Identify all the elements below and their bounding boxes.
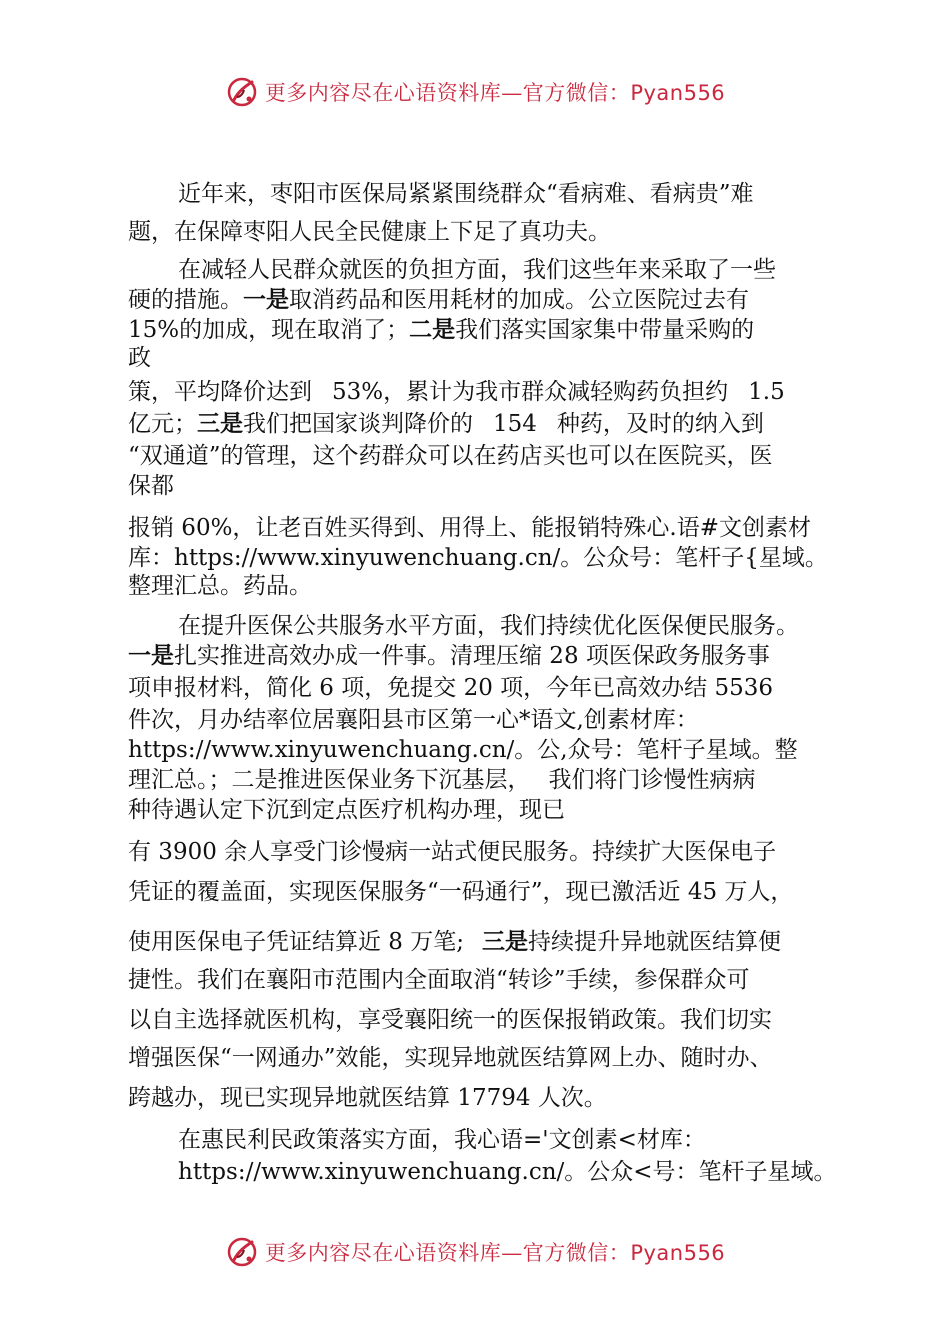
p2-line-1: 在减轻人民群众就医的负担方面，我们这些年来采取了一些 bbox=[178, 257, 776, 283]
p3-line-5: https://www.xinyuwenchuang.cn/。公,众号：笔杆子星域。整 bbox=[128, 737, 798, 763]
p2-line-11: 整理汇总。药品。 bbox=[128, 573, 312, 599]
p4-line-1: 在惠民利民政策落实方面，我心语='文创素<材库： bbox=[178, 1127, 706, 1153]
p3-line-11: 捷性。我们在襄阳市范围内全面取消“转诊”手续，参保群众可 bbox=[128, 967, 750, 993]
p3-line-9: 凭证的覆盖面，实现医保服务“一码通行”，现已激活近 45 万人， bbox=[128, 879, 794, 905]
p3-line-7: 种待遇认定下沉到定点医疗机构办理，现已 bbox=[128, 797, 565, 823]
p2-line-4: 政 bbox=[128, 345, 151, 371]
p4-line-2: https://www.xinyuwenchuang.cn/。公众<号：笔杆子星域。 bbox=[178, 1159, 837, 1185]
header-wechat-id: Pyan556 bbox=[630, 81, 726, 105]
p3-line-3: 项申报材料，简化 6 项，免提交 20 项，今年已高效办结 5536 bbox=[128, 675, 773, 701]
p3-line-13: 增强医保“一网通办”效能，实现异地就医结算网上办、随时办、 bbox=[128, 1045, 773, 1071]
p2-line-5: 策，平均降价达到 53%，累计为我市群众减轻购药负担约 1.5 bbox=[128, 379, 785, 405]
footer-banner bbox=[0, 1232, 950, 1272]
p3-line-10: 使用医保电子凭证结算近 8 万笔; 三是持续提升异地就医结算便 bbox=[128, 929, 782, 955]
p1-line-2: 题，在保障枣阳人民全民健康上下足了真功夫。 bbox=[128, 219, 611, 245]
p1-line-1: 近年来，枣阳市医保局紧紧围绕群众“看病难、看病贵”难 bbox=[178, 181, 754, 207]
brush-logo-icon bbox=[225, 75, 259, 109]
p3-line-6: 理汇总。；二是推进医保业务下沉基层， 我们将门诊慢性病病 bbox=[128, 767, 756, 793]
p3-line-8: 有 3900 余人享受门诊慢病一站式便民服务。持续扩大医保电子 bbox=[128, 839, 777, 865]
emphasis-first: 一是 bbox=[128, 643, 174, 669]
p2-line-9: 报销 60%，让老百姓买得到、用得上、能报销特殊心.语#文创素材 bbox=[128, 515, 812, 541]
footer-banner-text: 更多内容尽在心语资料库—官方微信：Pyan556 bbox=[264, 1241, 726, 1265]
p3-line-1: 在提升医保公共服务水平方面，我们持续优化医保便民服务。 bbox=[178, 613, 799, 639]
emphasis-first: 一是 bbox=[243, 287, 289, 313]
p2-line-10: 库：https://www.xinyuwenchuang.cn/。公众号：笔杆子{星域。 bbox=[128, 545, 828, 571]
p2-line-6: 亿元；三是我们把国家谈判降价的 154 种药，及时的纳入到 bbox=[128, 411, 764, 437]
p2-line-7: “双通道”的管理，这个药群众可以在药店买也可以在医院买，医 bbox=[128, 443, 773, 469]
p3-line-4: 件次，月办结率位居襄阳县市区第一心*语文,创素材库： bbox=[128, 707, 699, 733]
p2-line-8: 保都 bbox=[128, 473, 174, 499]
p2-line-2: 硬的措施。一是取消药品和医用耗材的加成。公立医院过去有 bbox=[128, 287, 749, 313]
emphasis-third: 三是 bbox=[482, 929, 529, 955]
emphasis-third: 三是 bbox=[197, 411, 243, 437]
emphasis-second: 二是 bbox=[409, 317, 456, 343]
p2-line-3: 15%的加成，现在取消了；二是我们落实国家集中带量采购的 bbox=[128, 317, 755, 343]
footer-wechat-id: Pyan556 bbox=[630, 1241, 726, 1265]
brush-logo-icon bbox=[225, 1235, 259, 1269]
p3-line-12: 以自主选择就医机构，享受襄阳统一的医保报销政策。我们切实 bbox=[128, 1007, 772, 1033]
p3-line-14: 跨越办，现已实现异地就医结算 17794 人次。 bbox=[128, 1085, 607, 1111]
header-banner-text: 更多内容尽在心语资料库—官方微信：Pyan556 bbox=[264, 81, 726, 105]
header-banner bbox=[0, 72, 950, 112]
p3-line-2: 一是扎实推进高效办成一件事。清理压缩 28 项医保政务服务事 bbox=[128, 643, 770, 669]
